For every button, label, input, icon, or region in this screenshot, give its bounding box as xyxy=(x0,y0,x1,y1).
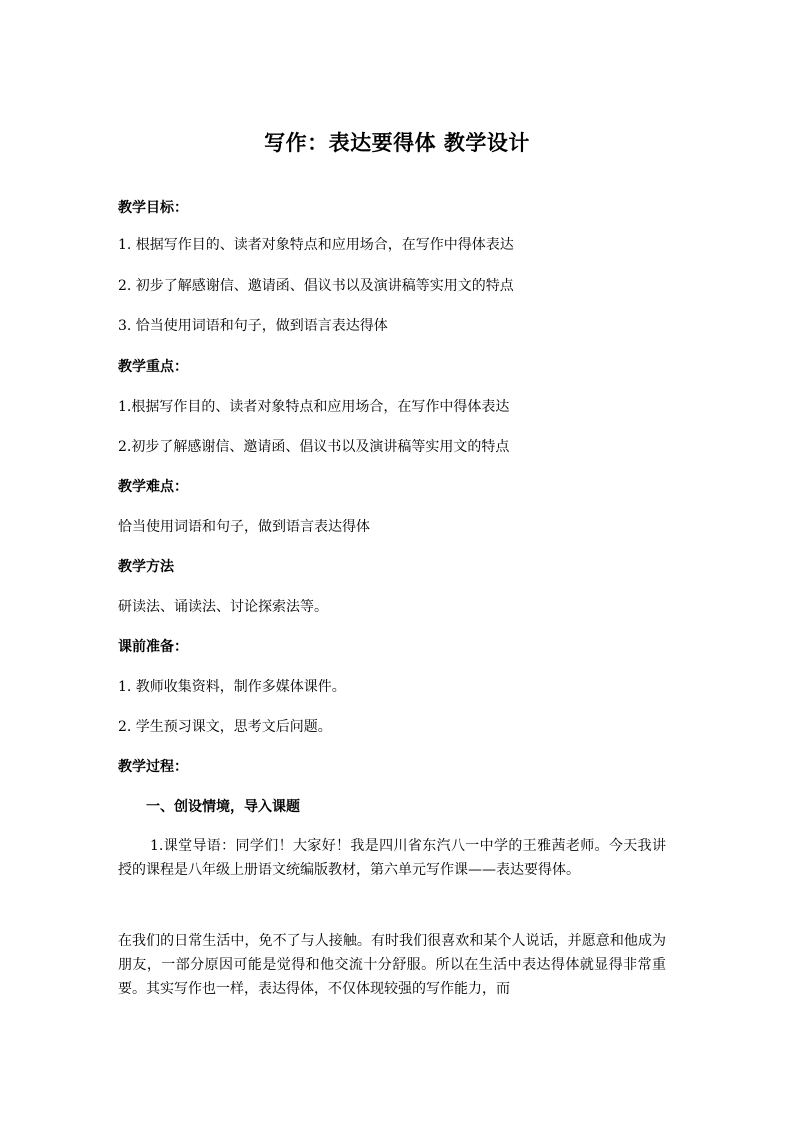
process-heading: 教学过程： xyxy=(118,759,188,775)
difficulty-item-1: 恰当使用词语和句子，做到语言表达得体 xyxy=(118,519,370,535)
process-section-1-heading: 一、创设情境，导入课题 xyxy=(146,799,300,815)
key-points-heading: 教学重点： xyxy=(118,359,188,375)
objectives-heading: 教学目标： xyxy=(118,200,188,216)
objective-item-3: 3. 恰当使用词语和句子，做到语言表达得体 xyxy=(118,318,388,334)
methods-item-1: 研读法、诵读法、讨论探索法等。 xyxy=(118,599,328,615)
difficulties-heading: 教学难点： xyxy=(118,479,188,495)
objective-item-2: 2. 初步了解感谢信、邀请函、倡议书以及演讲稿等实用文的特点 xyxy=(118,278,514,294)
key-point-item-1: 1.根据写作目的、读者对象特点和应用场合，在写作中得体表达 xyxy=(118,399,510,415)
methods-heading: 教学方法 xyxy=(118,559,174,575)
preparation-item-1: 1. 教师收集资料，制作多媒体课件。 xyxy=(118,679,346,695)
objective-item-1: 1. 根据写作目的、读者对象特点和应用场合，在写作中得体表达 xyxy=(118,237,514,253)
preparation-heading: 课前准备： xyxy=(118,639,188,655)
document-title: 写作：表达要得体 教学设计 xyxy=(264,131,530,155)
process-paragraph-1: 1.课堂导语：同学们！大家好！我是四川省东汽八一中学的王雅茜老师。今天我讲授的课程是八年级上册语文统编版教材，第六单元写作课——表达要得体。 xyxy=(118,838,666,878)
key-point-item-2: 2.初步了解感谢信、邀请函、倡议书以及演讲稿等实用文的特点 xyxy=(118,439,510,455)
preparation-item-2: 2. 学生预习课文，思考文后问题。 xyxy=(118,719,332,735)
process-paragraph-2: 在我们的日常生活中，免不了与人接触。有时我们很喜欢和某个人说话，并愿意和他成为朋友，一部分原因可能是觉得和他交流十分舒服。所以在生活中表达得体就显得非常重要。其实写作也一样，表达得体，不仅体现较强的写作能力，而 xyxy=(118,933,666,997)
